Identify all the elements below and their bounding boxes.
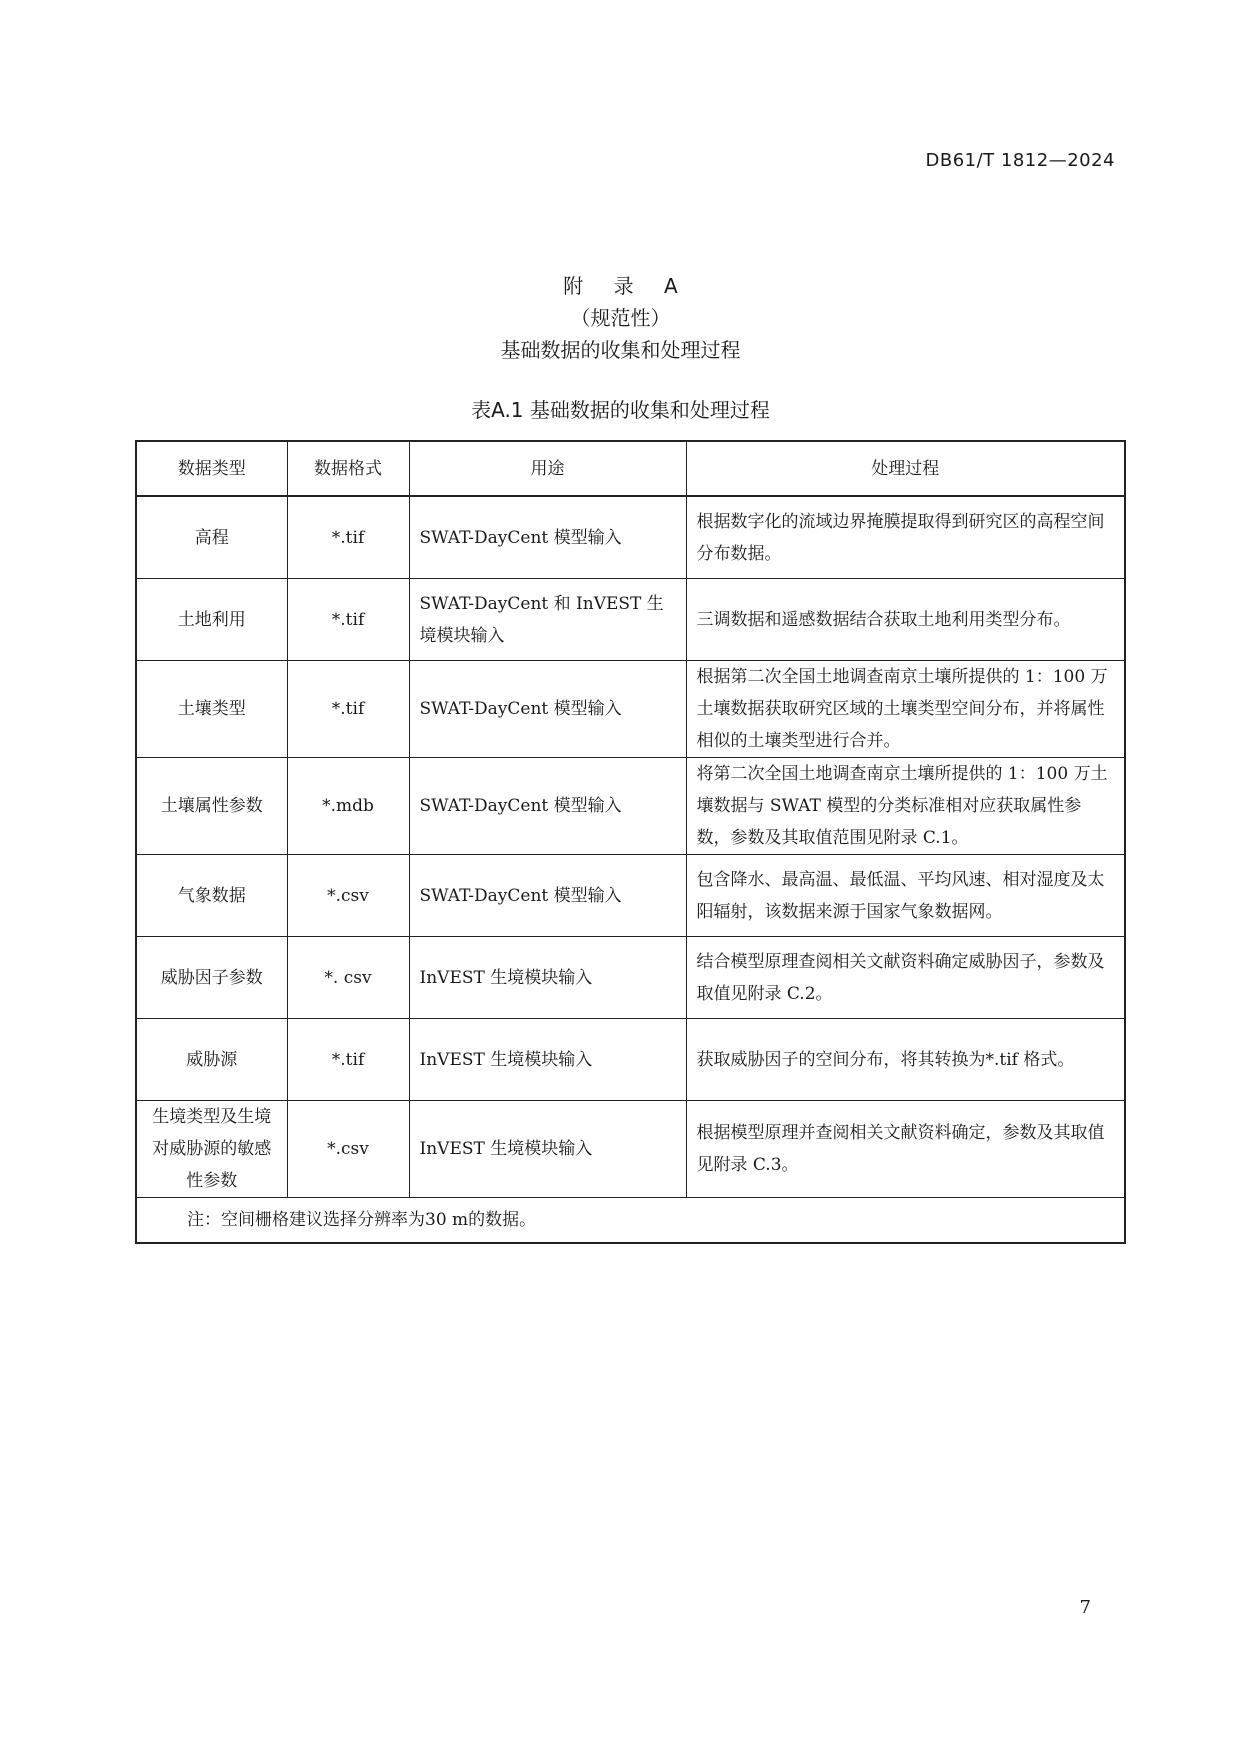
column-header-type: 数据类型	[136, 441, 287, 496]
table-note: 注：空间栅格建议选择分辨率为30 m的数据。	[136, 1198, 1125, 1244]
table-row	[136, 855, 1125, 937]
appendix-nature: （规范性）	[570, 306, 671, 330]
cell-type: 土壤类型	[136, 661, 287, 758]
cell-type: 气象数据	[136, 855, 287, 937]
cell-process: 根据第二次全国土地调查南京土壤所提供的 1：100 万土壤数据获取研究区域的土壤类型空间分布，并将属性相似的土壤类型进行合并。	[686, 661, 1125, 758]
cell-process: 根据数字化的流域边界掩膜提取得到研究区的高程空间分布数据。	[686, 496, 1125, 579]
table-header-row	[136, 441, 1125, 496]
cell-usage: InVEST 生境模块输入	[409, 937, 686, 1019]
cell-usage: SWAT-DayCent 模型输入	[409, 855, 686, 937]
cell-usage: SWAT-DayCent 模型输入	[409, 758, 686, 855]
cell-type: 土地利用	[136, 579, 287, 661]
column-header-usage: 用途	[409, 441, 686, 496]
appendix-title: 基础数据的收集和处理过程	[500, 338, 741, 362]
appendix-label: 附 录 A	[563, 274, 690, 298]
cell-type: 威胁因子参数	[136, 937, 287, 1019]
cell-type: 高程	[136, 496, 287, 579]
table-row	[136, 661, 1125, 758]
table-row	[136, 579, 1125, 661]
cell-format: *.csv	[287, 855, 409, 937]
table-row	[136, 758, 1125, 855]
cell-type: 土壤属性参数	[136, 758, 287, 855]
cell-type: 生境类型及生境对威胁源的敏感性参数	[136, 1101, 287, 1198]
cell-process: 包含降水、最高温、最低温、平均风速、相对湿度及太阳辐射，该数据来源于国家气象数据网。	[686, 855, 1125, 937]
table-note-row	[136, 1198, 1125, 1244]
appendix-heading	[0, 270, 1241, 366]
page-number: 7	[1079, 1597, 1091, 1618]
cell-format: *.tif	[287, 1019, 409, 1101]
cell-process: 将第二次全国土地调查南京土壤所提供的 1：100 万土壤数据与 SWAT 模型的分类标准相对应获取属性参数，参数及其取值范围见附录 C.1。	[686, 758, 1125, 855]
table-row	[136, 1019, 1125, 1101]
cell-usage: SWAT-DayCent 模型输入	[409, 496, 686, 579]
cell-type: 威胁源	[136, 1019, 287, 1101]
table-row	[136, 496, 1125, 579]
column-header-format: 数据格式	[287, 441, 409, 496]
cell-usage: SWAT-DayCent 模型输入	[409, 661, 686, 758]
cell-format: *.csv	[287, 1101, 409, 1198]
table-row	[136, 1101, 1125, 1198]
cell-format: *.tif	[287, 579, 409, 661]
cell-process: 结合模型原理查阅相关文献资料确定威胁因子，参数及取值见附录 C.2。	[686, 937, 1125, 1019]
column-header-process: 处理过程	[686, 441, 1125, 496]
cell-process: 获取威胁因子的空间分布，将其转换为*.tif 格式。	[686, 1019, 1125, 1101]
cell-format: *.tif	[287, 661, 409, 758]
table-caption: 表A.1 基础数据的收集和处理过程	[471, 398, 770, 422]
cell-usage: InVEST 生境模块输入	[409, 1101, 686, 1198]
cell-process: 三调数据和遥感数据结合获取土地利用类型分布。	[686, 579, 1125, 661]
data-table	[135, 440, 1126, 1244]
cell-format: *.mdb	[287, 758, 409, 855]
cell-usage: SWAT-DayCent 和 InVEST 生境模块输入	[409, 579, 686, 661]
cell-usage: InVEST 生境模块输入	[409, 1019, 686, 1101]
cell-process: 根据模型原理并查阅相关文献资料确定，参数及其取值见附录 C.3。	[686, 1101, 1125, 1198]
cell-format: *. csv	[287, 937, 409, 1019]
document-code: DB61/T 1812—2024	[925, 150, 1115, 171]
table-row	[136, 937, 1125, 1019]
cell-format: *.tif	[287, 496, 409, 579]
